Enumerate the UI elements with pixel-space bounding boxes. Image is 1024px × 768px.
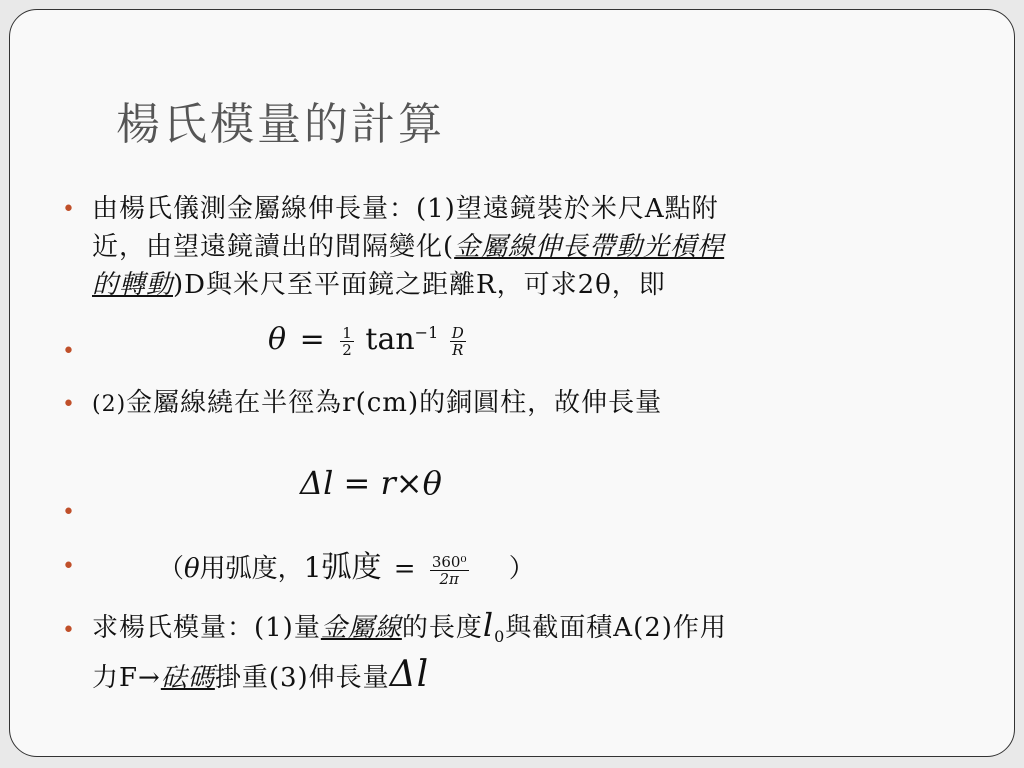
fraction-d-over-r: $\frac{D}{R}$ xyxy=(451,323,464,359)
bullet-marker xyxy=(62,562,72,572)
underlined-text: 的轉動 xyxy=(92,270,174,300)
delta-l-symbol: Δl xyxy=(389,654,430,696)
formula-theta xyxy=(268,322,468,358)
inverse-exponent: −1 xyxy=(414,323,439,342)
fraction-360-over-2pi: $\frac{\text{360⁰}}{2\pi}$ xyxy=(431,552,467,588)
bullet-1-line-3: 的轉動)D與米尺至平面鏡之距離R，可求2θ，即 xyxy=(92,270,666,300)
length-symbol: l xyxy=(482,606,495,644)
bullet-3-text: (2)金屬線繞在半徑為r(cm)的銅圓柱，故伸長量 xyxy=(92,388,663,418)
bullet-1-line-1: 由楊氏儀測金屬線伸長量：(1)望遠鏡裝於米尺A點附 xyxy=(92,194,719,224)
underlined-text: 砝碼 xyxy=(160,663,215,694)
underlined-text: 金屬線 xyxy=(320,613,402,643)
underlined-text: 金屬線伸長帶動光槓桿 xyxy=(454,232,725,262)
bullet-marker xyxy=(62,347,72,357)
formula-delta-l: Δl = r×θ xyxy=(300,464,442,502)
bullet-6-line-2: 力F→砝碼掛重(3)伸長量Δl xyxy=(92,654,430,696)
equals-sign: = xyxy=(299,322,325,357)
bullet-marker xyxy=(62,508,72,518)
tan-function: tan xyxy=(365,322,415,357)
slide-title: 楊氏模量的計算 xyxy=(116,99,445,150)
bullet-1-text xyxy=(92,190,972,304)
bullet-marker xyxy=(62,626,72,636)
radian-note: （θ用弧度，1弧度 = $\frac{\text{360⁰}}{2\pi}$ ） xyxy=(158,550,535,588)
bullet-6-line-1: 求楊氏模量：(1)量金屬線的長度$l_0$與截面積A(2)作用 xyxy=(92,606,727,647)
theta-symbol: θ xyxy=(268,322,287,357)
bullet-6-text xyxy=(92,606,972,697)
fraction-half: $\frac{1}{2}$ xyxy=(342,323,352,359)
bullet-1-line-2: 近，由望遠鏡讀出的間隔變化(金屬線伸長帶動光槓桿 xyxy=(92,232,725,262)
bullet-marker xyxy=(62,400,72,410)
bullet-marker xyxy=(62,205,72,215)
